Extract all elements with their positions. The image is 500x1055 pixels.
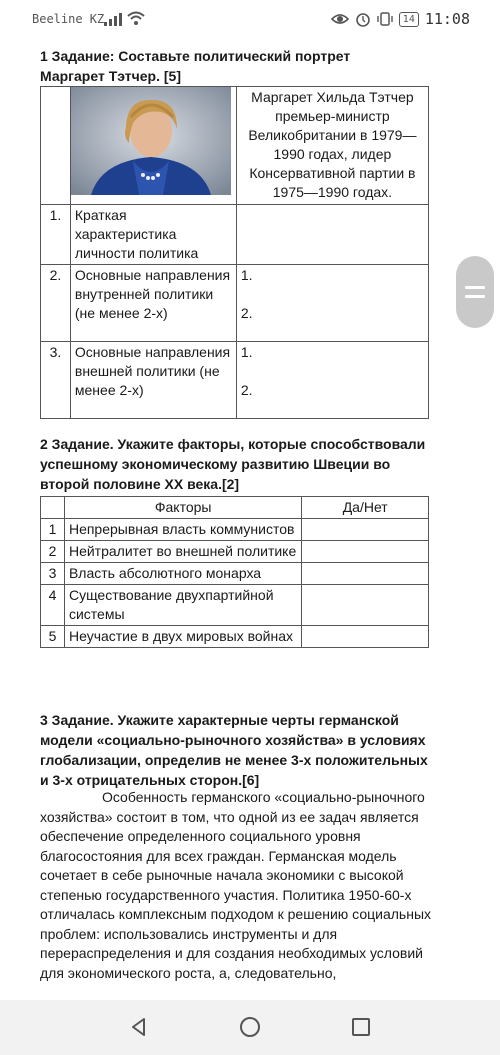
table-row xyxy=(41,626,429,648)
bio-line: Великобритании в 1979— xyxy=(248,127,417,143)
fast-scroll-handle[interactable] xyxy=(456,256,494,328)
row-number: 5 xyxy=(41,626,65,648)
thatcher-portrait xyxy=(71,87,231,195)
factor-text: Непрерывная власть коммунистов xyxy=(64,519,301,541)
bio-line: 1990 годах, лидер xyxy=(273,146,392,162)
table-row xyxy=(41,585,429,626)
row-number: 4 xyxy=(41,585,65,626)
row-label: Краткая характеристика личности политика xyxy=(70,205,236,265)
row-number: 1. xyxy=(41,205,71,265)
row-number: 1 xyxy=(41,519,65,541)
header-num xyxy=(41,497,65,519)
bio-line: премьер-министр xyxy=(275,108,390,124)
table-row xyxy=(41,205,429,265)
task1-title: 1 Задание: Составьте политический портрет Маргарет Тэтчер. [5] xyxy=(40,48,351,84)
yesno-cell[interactable] xyxy=(302,519,429,541)
vibrate-icon xyxy=(377,11,393,27)
table-row xyxy=(41,541,429,563)
header-yesno: Да/Нет xyxy=(302,497,429,519)
home-icon[interactable] xyxy=(239,1016,261,1038)
clock: 11:08 xyxy=(424,10,470,28)
bio-line: Консервативной партии в xyxy=(249,165,416,181)
answer-line: 1. xyxy=(240,267,253,283)
row-number: 3 xyxy=(41,563,65,585)
answer-cell[interactable] xyxy=(236,265,428,342)
row-number: 2 xyxy=(41,541,65,563)
portrait-cell xyxy=(70,87,236,205)
yesno-cell[interactable] xyxy=(302,563,429,585)
bio-line: Маргарет Хильда Тэтчер xyxy=(251,89,414,105)
yesno-cell[interactable] xyxy=(302,626,429,648)
answer-line: 2. xyxy=(240,305,253,321)
row-number: 3. xyxy=(41,342,71,419)
answer-line: 1. xyxy=(240,344,253,360)
recents-icon[interactable] xyxy=(350,1016,372,1038)
row-label: Основные направления внешней политики (не менее 2-х) xyxy=(70,342,236,419)
carrier-name: Beeline KZ xyxy=(32,12,105,26)
row-number: 2. xyxy=(41,265,71,342)
answer-line: 2. xyxy=(240,382,253,398)
task2-table xyxy=(40,496,429,648)
paragraph-text: Особенность германского «социально-рыночного хозяйства» состоит в том, что одной из ее задач является обеспечение определенного социального уровня благосостояния для всех граждан. Германская модель сочетает в себе рыночные начала экономики с высокой степенью государственного участия. Политика 1950-60-х отличалась комплексным подходом к решению социальных проблем: использовались инструменты и для перераспределения и для создания необходимых условий для экономического роста, а, следовательно, xyxy=(40,789,432,981)
alarm-icon xyxy=(355,11,371,27)
back-icon[interactable] xyxy=(128,1016,150,1038)
bio-cell xyxy=(236,87,428,205)
task3-paragraph xyxy=(40,788,440,983)
yesno-cell[interactable] xyxy=(302,541,429,563)
battery-icon: 14 xyxy=(399,12,419,27)
answer-cell[interactable] xyxy=(236,342,428,419)
factor-text: Власть абсолютного монарха xyxy=(64,563,301,585)
factor-text: Нейтралитет во внешней политике xyxy=(64,541,301,563)
header-factors: Факторы xyxy=(64,497,301,519)
bio-line: 1975—1990 годах. xyxy=(272,184,393,200)
empty-cell xyxy=(41,87,71,205)
table-row xyxy=(41,265,429,342)
yesno-cell[interactable] xyxy=(302,585,429,626)
task1-table xyxy=(40,86,429,419)
portrait-row xyxy=(41,87,429,205)
eye-icon xyxy=(331,12,349,26)
factor-text: Неучастие в двух мировых войнах xyxy=(64,626,301,648)
task2-title: 2 Задание. Укажите факторы, которые способствовали успешному экономическому развитию Швеции во второй половине XX века.[2] xyxy=(40,436,426,492)
navigation-bar xyxy=(0,1000,500,1055)
answer-cell[interactable] xyxy=(236,205,428,265)
row-label: Основные направления внутренней политики (не менее 2-х) xyxy=(70,265,236,342)
table-row xyxy=(41,519,429,541)
signal-icon xyxy=(104,12,124,26)
factor-text: Существование двухпартийной системы xyxy=(64,585,301,626)
wifi-icon xyxy=(127,10,145,26)
status-bar xyxy=(0,0,500,40)
table-row xyxy=(41,563,429,585)
task3-title: 3 Задание. Укажите характерные черты германской модели «социально-рыночного хозяйства» в условиях глобализации, определив не менее 3-х положительных и 3-х отрицательных сторон.[6] xyxy=(40,712,428,788)
table-header xyxy=(41,497,429,519)
table-row xyxy=(41,342,429,419)
